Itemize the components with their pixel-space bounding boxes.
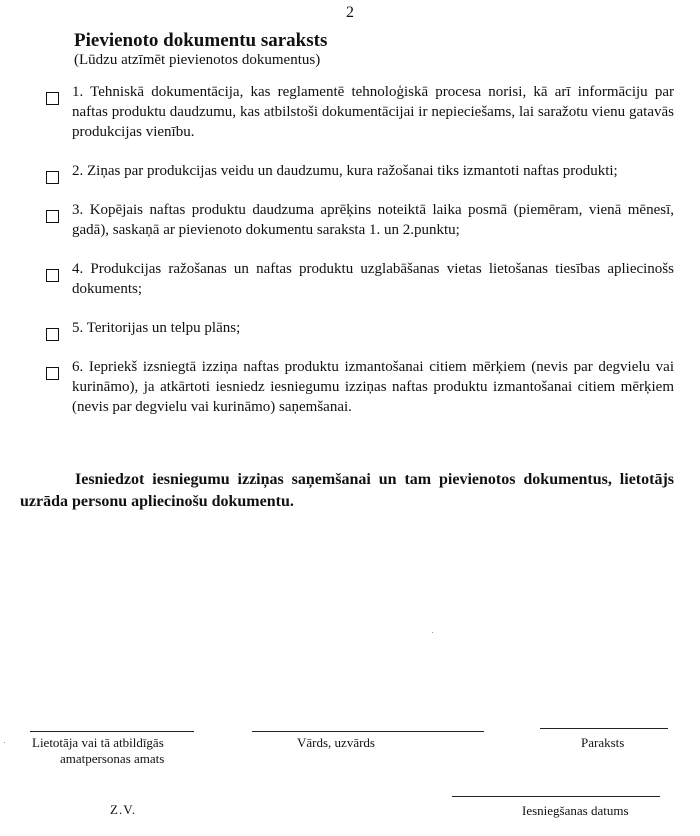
- document-item-text: 6. Iepriekš izsniegtā izziņa naftas produktu izmantošanai citiem mērķiem (nevis par degvielu vai kurināmo), ja atkārtoti iesniedz iesniegumu izziņas naftas produktu izmantošanai citiem mērķiem (nevis par degvielu vai kurināmo) saņemšanai.: [72, 359, 674, 415]
- signature-line: [540, 728, 668, 729]
- document-checkbox-6[interactable]: [46, 367, 59, 380]
- document-item-3: [44, 200, 674, 240]
- document-item-text: 2. Ziņas par produkcijas veidu un daudzumu, kura ražošanai tiks izmantoti naftas produkti;: [72, 163, 618, 179]
- seal-place-label: Z.V.: [110, 802, 137, 817]
- scan-speck: [432, 632, 433, 633]
- document-item-5: [44, 318, 674, 338]
- document-checkbox-2[interactable]: [46, 171, 59, 184]
- document-subtitle: (Lūdzu atzīmēt pievienotos dokumentus): [74, 52, 321, 68]
- position-label-line1: Lietotāja vai tā atbildīgās: [32, 735, 164, 750]
- document-item-2: [44, 161, 674, 181]
- date-signature-line: [452, 796, 660, 797]
- document-item-text: 4. Produkcijas ražošanas un naftas produktu uzglabāšanas vietas lietošanas tiesības apliecinošs dokuments;: [72, 261, 674, 297]
- signature-label: Paraksts: [581, 735, 625, 750]
- document-title: Pievienoto dokumentu saraksts: [74, 30, 328, 51]
- position-signature-line: [30, 731, 194, 732]
- document-item-4: [44, 259, 674, 299]
- position-label-line2: amatpersonas amats: [60, 751, 165, 766]
- date-label: Iesniegšanas datums: [522, 803, 629, 818]
- document-checkbox-3[interactable]: [46, 210, 59, 223]
- document-checkbox-1[interactable]: [46, 92, 59, 105]
- document-item-text: 3. Kopējais naftas produktu daudzuma aprēķins noteiktā laika posmā (piemēram, vienā mēnesī, gadā), saskaņā ar pievienoto dokumentu saraksta 1. un 2.punktu;: [72, 202, 674, 238]
- attached-documents-list: [44, 82, 674, 417]
- document-item-1: [44, 82, 674, 142]
- scan-speck: [4, 742, 5, 743]
- page-number: 2: [346, 4, 354, 21]
- document-item-text: 5. Teritorijas un telpu plāns;: [72, 320, 241, 336]
- name-label: Vārds, uzvārds: [297, 735, 375, 750]
- name-signature-line: [252, 731, 484, 732]
- document-checkbox-4[interactable]: [46, 269, 59, 282]
- document-item-text: 1. Tehniskā dokumentācija, kas reglamentē tehnoloģiskā procesa norisi, kā arī informāciju par naftas produktu daudzumu, kas atbilstoši dokumentācijai ir nepieciešams, lai saražotu vienu gatavās produkcijas vienību.: [72, 84, 674, 140]
- document-item-6: [44, 357, 674, 417]
- id-document-notice: Iesniedzot iesniegumu izziņas saņemšanai un tam pievienotos dokumentus, lietotājs uzrāda personu apliecinošu dokumentu.: [20, 471, 674, 510]
- document-checkbox-5[interactable]: [46, 328, 59, 341]
